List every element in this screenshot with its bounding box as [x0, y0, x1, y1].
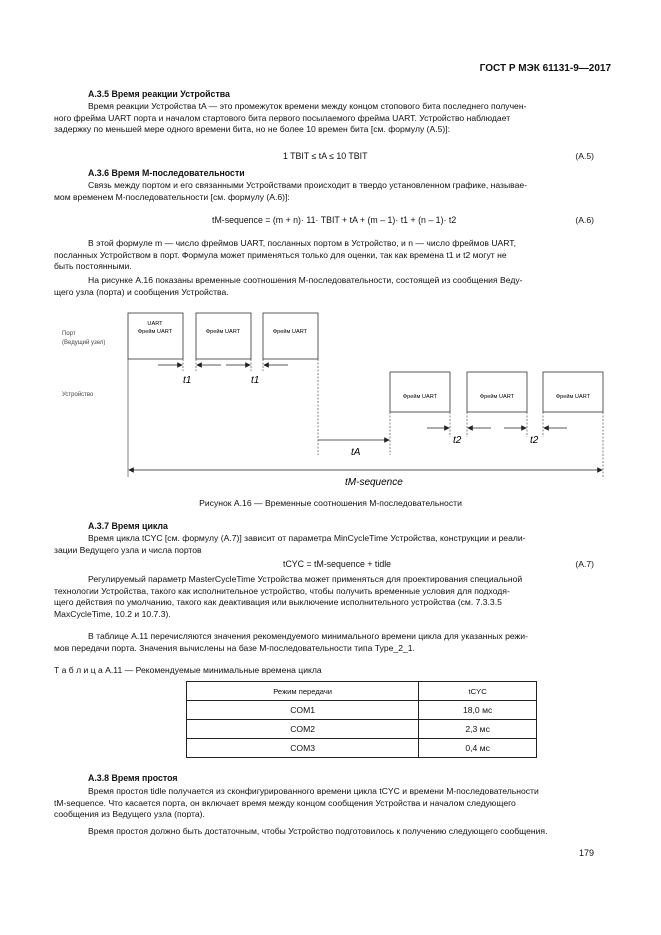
page-number: 179 [578, 848, 594, 858]
paragraph-a35 [54, 101, 594, 136]
t2-label: t2 [453, 435, 462, 446]
section-heading-a36: А.3.6 Время M-последовательности [88, 168, 245, 178]
paragraph-a37-2 [54, 574, 594, 620]
t2-label: t2 [530, 435, 539, 446]
timing-diagram [55, 305, 615, 505]
text-line: быть постоянными. [54, 261, 132, 271]
text-line: В этой формуле m — число фреймов UART, посланных портом в Устройство, и n — число фреймов UART, [88, 238, 516, 248]
port-frame-2 [196, 313, 251, 359]
column-header-mode: Режим передачи [187, 682, 419, 701]
formula-a5: 1 TBIT ≤ tA ≤ 10 TBIT [283, 151, 368, 161]
text-line: Связь между портом и его связанными Устройствами происходит в твердо установленном графике, называе- [88, 180, 528, 190]
table-header-row [187, 682, 537, 701]
formula-a7: tCYC = tM-sequence + tidle [283, 559, 392, 569]
device-frame-3-label: Фрейм UART [555, 394, 591, 400]
section-heading-a37: А.3.7 Время цикла [88, 521, 168, 531]
text-line: зации Ведущего узла и числа портов [54, 544, 202, 555]
paragraph-a36-3 [54, 275, 594, 298]
paragraph-a36 [54, 180, 594, 203]
text-line: Время простоя tidle получается из сконфигурированного времени цикла tCYC и времени M-последовательности [88, 786, 539, 796]
cell-value: 0,4 мс [419, 739, 537, 758]
text-line: Регулируемый параметр MasterCycleTime Устройства может применяться для проектирования специальной [88, 574, 523, 584]
table-row [187, 720, 537, 739]
cell-value: 18,0 мс [419, 701, 537, 720]
section-heading-a38: А.3.8 Время простоя [88, 773, 178, 783]
table-caption: Т а б л и ц а А.11 — Рекомендуемые минимальные времена цикла [54, 665, 322, 675]
port-label: Порт [62, 331, 76, 337]
device-frame-1 [390, 372, 450, 412]
text-line: tM-sequence. Что касается порта, он включает время между концом сообщения Устройства и началом следующего [54, 797, 516, 808]
section-heading-a35: А.3.5 Время реакции Устройства [88, 89, 230, 99]
text-line: мов передачи порта. Значения вычислены на базе M-последовательности типа Type_2_1. [54, 642, 415, 653]
cycle-time-table [186, 681, 537, 758]
text-line: задержку по меньшей мере одного времени бита, но не более 10 времен бита [см. формулу (А.5)]: [54, 124, 451, 134]
port-frame-1-label-top: UART [147, 321, 163, 327]
device-frame-2-label: Фрейм UART [479, 394, 515, 400]
text-line: посланных Устройством в порт. Формула может применяться только для оценки, так как времена t1 и t2 могут не [54, 249, 507, 260]
paragraph-a37-3 [54, 631, 594, 654]
device-frame-1-label: Фрейм UART [402, 394, 438, 400]
port-frame-3-label: Фрейм UART [272, 329, 308, 335]
equation-number-a7: (A.7) [575, 559, 594, 569]
text-line: ного фрейма UART порта и началом стартового бита первого посылаемого фрейма UART. Устройство наблюдает [54, 112, 511, 123]
tM-sequence-label: tM-sequence [345, 477, 403, 488]
text-line: щего действия по умолчанию, такого как деактивация или выключение исполнительного устройства (см. 7.3.3.5 [54, 597, 502, 607]
equation-number-a5: (A.5) [575, 151, 594, 161]
t1-label: t1 [251, 375, 260, 386]
table-row [187, 739, 537, 758]
text-line: щего узла (порта) и сообщения Устройства. [54, 286, 229, 297]
paragraph-a38-2: Время простоя должно быть достаточным, чтобы Устройство подготовилось к получению следующего сообщения. [88, 826, 548, 836]
paragraph-a36-2 [54, 238, 594, 273]
formula-a6: tM-sequence = (m + n)· 11· TBIT + tA + (m – 1)· t1 + (n – 1)· t2 [212, 215, 457, 225]
column-header-tcyc: tCYC [419, 682, 537, 701]
text-line: На рисунке А.16 показаны временные соотношения M-последовательности, состоящей из сообщения Веду- [88, 275, 523, 285]
port-frame-1-label: Фрейм UART [137, 329, 173, 335]
figure-caption: Рисунок А.16 — Временные соотношения M-последовательности [199, 498, 462, 508]
device-frame-3 [543, 372, 603, 412]
port-frame-3 [263, 313, 318, 359]
port-frame-1 [128, 313, 183, 359]
text-line: Время реакции Устройства tA — это промежуток времени между концом стопового бита последнего получен- [88, 101, 527, 111]
cell-mode: COM2 [187, 720, 419, 739]
paragraph-a37 [54, 533, 594, 556]
cell-value: 2,3 мс [419, 720, 537, 739]
cell-mode: COM3 [187, 739, 419, 758]
page-header: ГОСТ Р МЭК 61131-9—2017 [479, 63, 611, 74]
port-frame-2-label: Фрейм UART [205, 329, 241, 335]
text-line: технологии Устройства, такого как исполнительное устройство, чтобы получить временные условия для подходя- [54, 585, 510, 596]
device-label: Устройство [62, 392, 94, 398]
tA-label: tA [351, 447, 361, 458]
text-line: сообщения из Ведущего узла (порта). [54, 809, 205, 819]
paragraph-a38 [54, 786, 594, 821]
text-line: MaxCycleTime, 10.2 и 10.7.3). [54, 608, 171, 619]
text-line: В таблице А.11 перечисляются значения рекомендуемого минимального времени цикла для указанных режи- [88, 631, 528, 641]
equation-number-a6: (A.6) [575, 215, 594, 225]
port-label-sub: (Ведущий узел) [62, 340, 106, 346]
cell-mode: COM1 [187, 701, 419, 720]
device-frame-2 [467, 372, 527, 412]
t1-label: t1 [183, 375, 192, 386]
text-line: мом временем M-последовательности [см. формулу (А.6)]: [54, 191, 290, 202]
table-row [187, 701, 537, 720]
text-line: Время цикла tCYC [см. формулу (А.7)] зависит от параметра MinCycleTime Устройства, конструкции и реали- [88, 533, 526, 543]
